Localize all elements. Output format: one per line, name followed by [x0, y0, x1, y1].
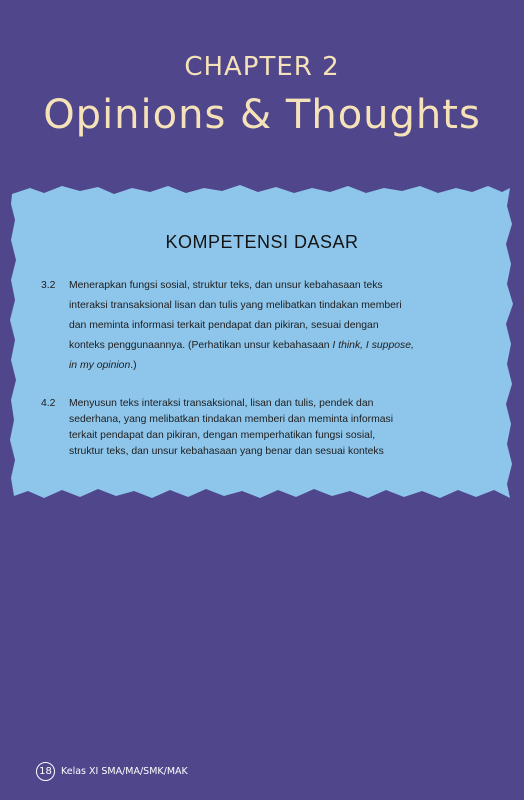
item-text-italic: I think, I suppose, — [332, 340, 414, 351]
chapter-label: CHAPTER 2 — [184, 52, 340, 82]
competence-paper-panel — [10, 184, 514, 504]
item-text-italic: in my opinion — [69, 360, 131, 371]
competence-heading: KOMPETENSI DASAR — [165, 232, 359, 252]
item-text-segment: .) — [130, 360, 137, 371]
chapter-title: Opinions & Thoughts — [43, 92, 481, 138]
book-info: Kelas XI SMA/MA/SMK/MAK — [61, 766, 188, 777]
item-text-line: interaksi transaksional lisan dan tulis yang melibatkan tindakan memberi — [69, 300, 402, 311]
item-text-line: sederhana, yang melibatkan tindakan memberi dan meminta informasi — [69, 414, 394, 425]
item-text-line: terkait pendapat dan pikiran, dengan memperhatikan fungsi sosial, — [69, 430, 376, 441]
item-text-segment: konteks penggunaannya. (Perhatikan unsur kebahasaan — [69, 340, 333, 351]
item-number: 4.2 — [41, 398, 56, 409]
page-footer — [36, 762, 188, 781]
item-text-line: Menyusun teks interaksi transaksional, lisan dan tulis, pendek dan — [69, 398, 374, 409]
competence-item-3-2 — [41, 280, 481, 380]
item-text-line: struktur teks, dan unsur kebahasaan yang benar dan sesuai konteks — [69, 446, 384, 457]
competence-item-4-2 — [41, 398, 481, 468]
item-text-line: Menerapkan fungsi sosial, struktur teks, dan unsur kebahasaan teks — [69, 280, 383, 291]
item-number: 3.2 — [41, 280, 56, 291]
item-text-line: dan meminta informasi terkait pendapat dan pikiran, sesuai dengan — [69, 320, 379, 331]
item-text-line — [69, 360, 137, 371]
item-text-line — [69, 340, 414, 351]
page-number-badge: 18 — [36, 762, 55, 781]
